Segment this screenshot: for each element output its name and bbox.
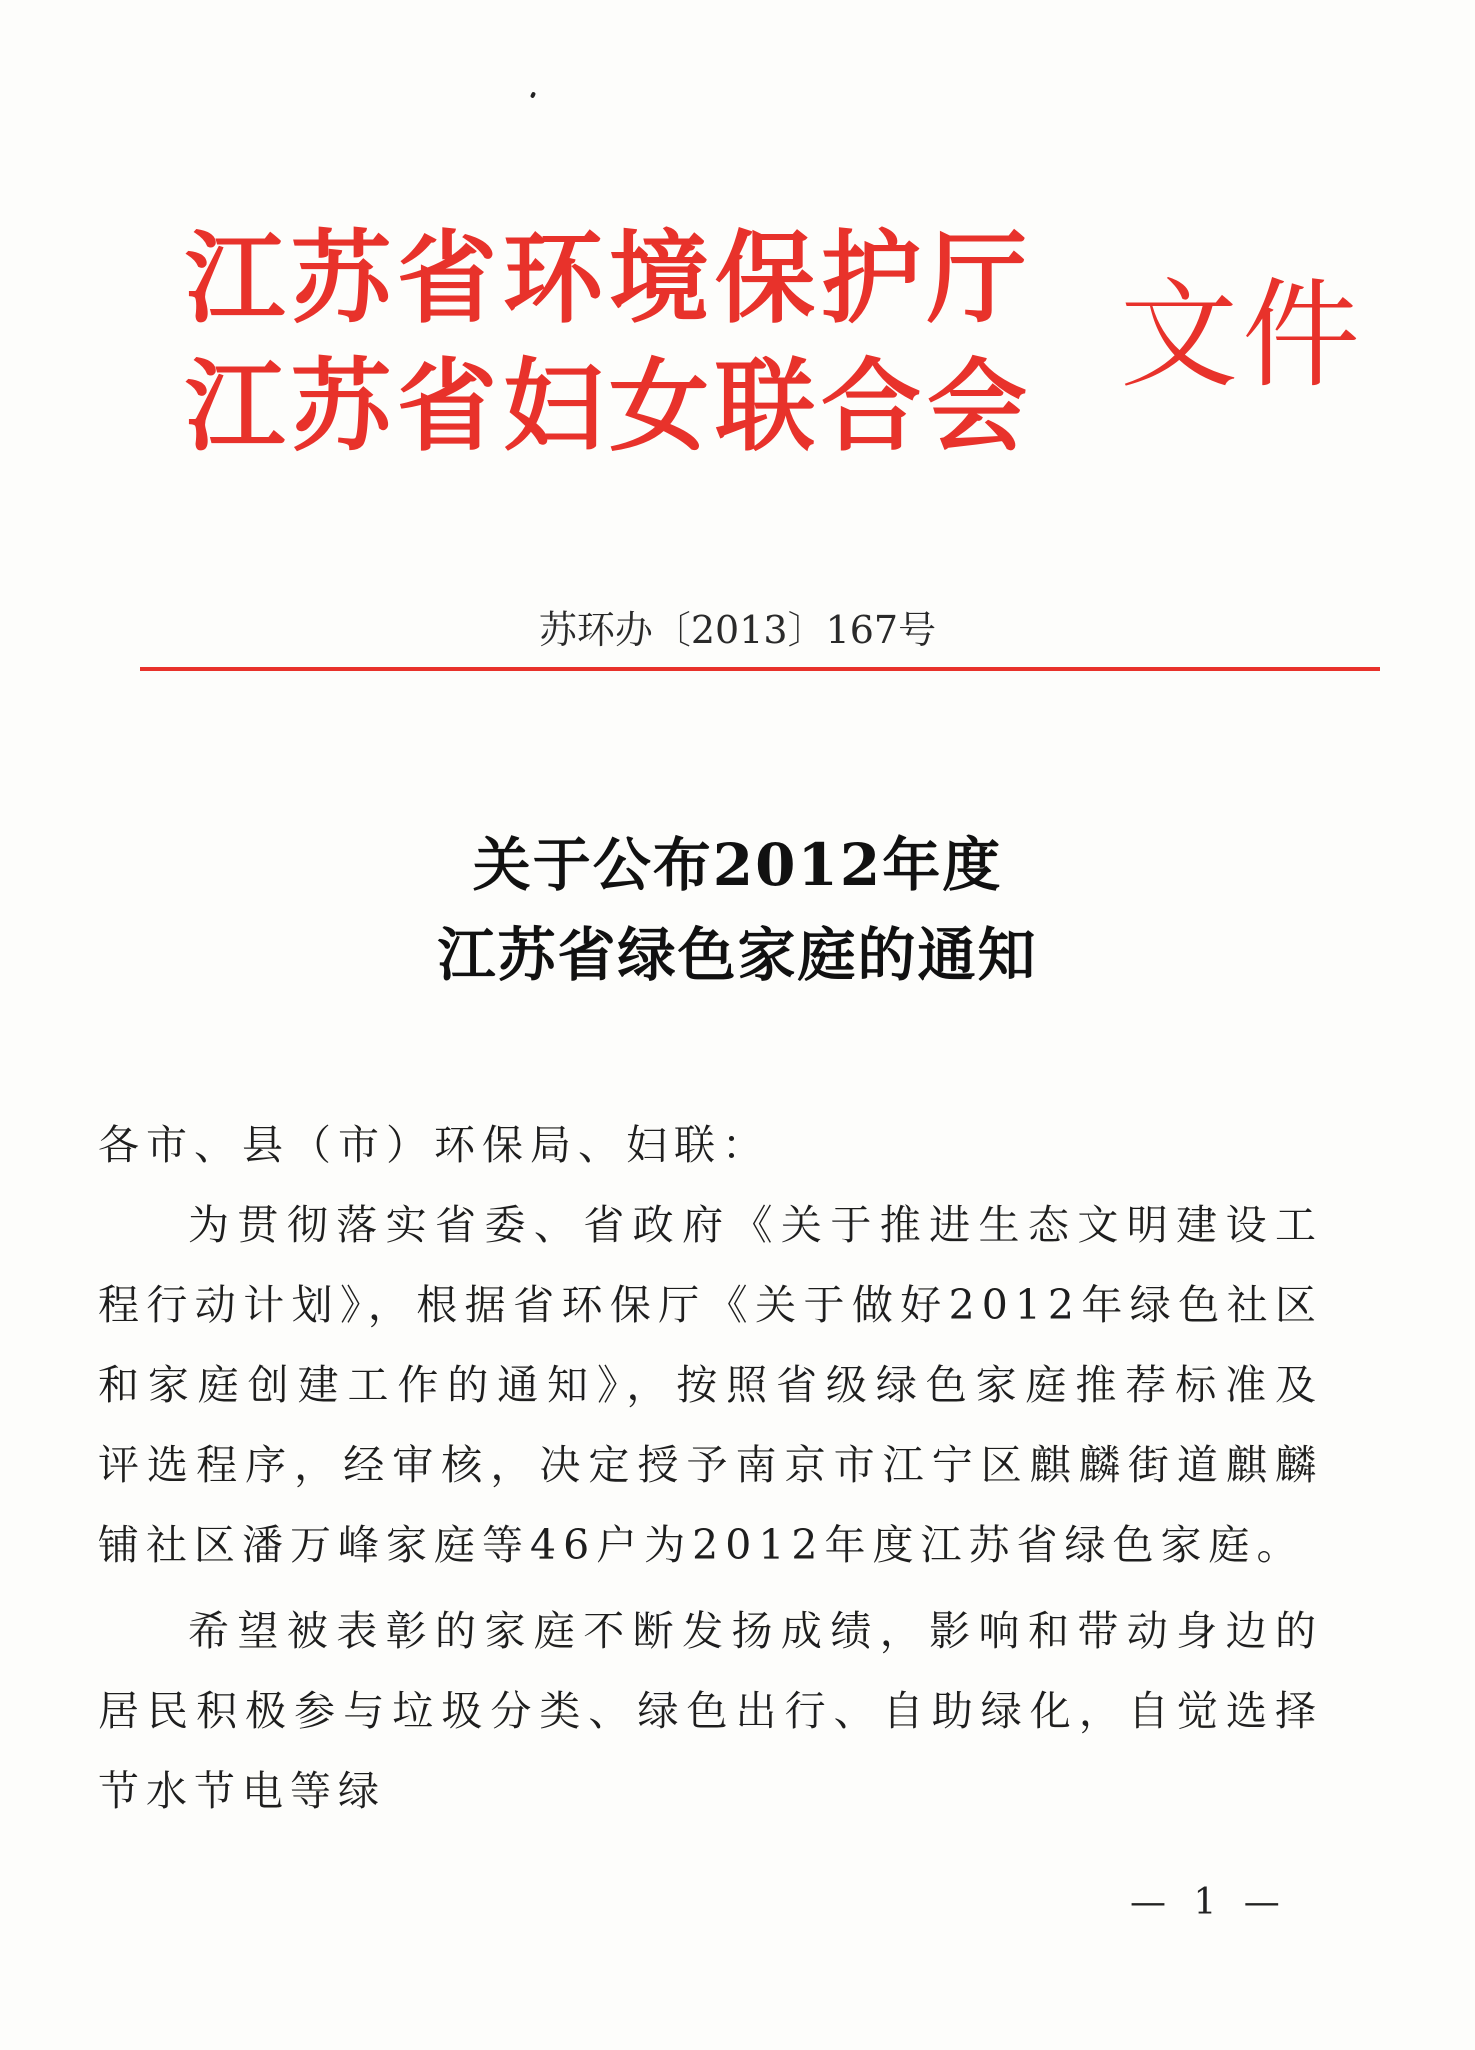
document-header: [185, 215, 1365, 475]
document-number: 苏环办〔2013〕167号: [538, 608, 937, 652]
org-line-environment: 江苏省环境保护厅: [185, 220, 1033, 337]
title-line-2: 江苏省绿色家庭的通知: [437, 921, 1038, 989]
issuing-organizations: [185, 215, 1115, 471]
title-line-1: 关于公布2012年度: [472, 831, 1003, 899]
document-type-label: 文件: [1120, 266, 1365, 404]
org-line-women-federation: 江苏省妇女联合会: [185, 348, 1033, 465]
notice-title: [0, 820, 1475, 1000]
body-paragraph-2: 希望被表彰的家庭不断发扬成绩，影响和带动身边的居民积极参与垃圾分类、绿色出行、自助绿化，自觉选择节水节电等绿: [98, 1607, 1323, 1815]
page-number: — 1 —: [1130, 1882, 1288, 1923]
body-paragraph-1: 为贯彻落实省委、省政府《关于推进生态文明建设工程行动计划》，根据省环保厅《关于做好2012年绿色社区和家庭创建工作的通知》，按照省级绿色家庭推荐标准及评选程序，经审核，决定授予南京市江宁区麒麟街道麒麟铺社区潘万峰家庭等46户为2012年度江苏省绿色家庭。: [98, 1201, 1323, 1569]
salutation: 各市、县（市）环保局、妇联：: [98, 1121, 770, 1169]
scan-speck: [530, 91, 536, 98]
notice-body: [98, 1105, 1323, 1837]
red-divider-line: [140, 667, 1380, 671]
